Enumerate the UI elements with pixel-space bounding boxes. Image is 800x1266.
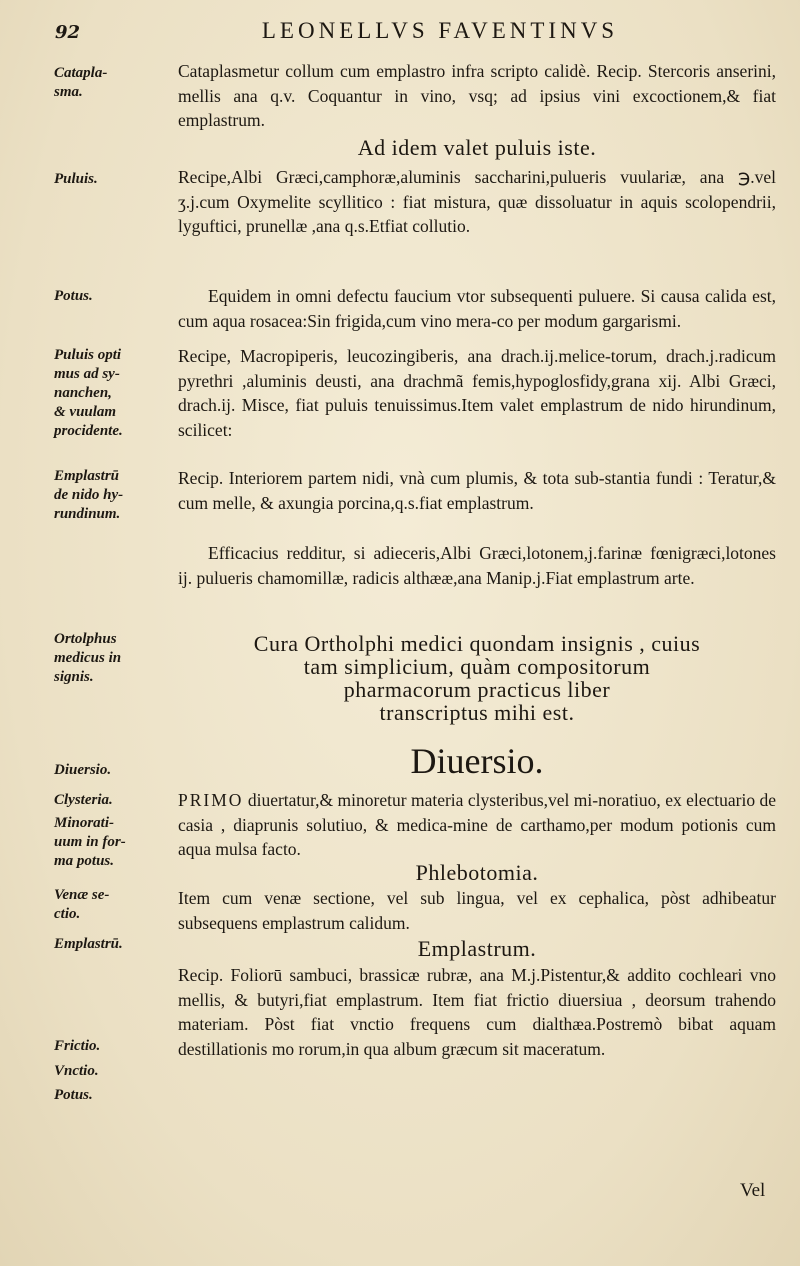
heading-phlebotomia: Phlebotomia.: [415, 860, 539, 885]
paragraph-puluis: Recipe,Albi Græci,camphoræ,aluminis saccharini,pulueris vuulariæ, ana ℈.vel ʒ.j.cum Oxymelite scyllitico : fiat mistura, quæ dissoluatur in aquis scolopendrii, lyguftici, prunellæ ,ana q.s.Etfiat collutio.: [178, 167, 776, 236]
paragraph-emplastrum: Recip. Foliorū sambuci, brassicæ rubræ, ana M.j.Pistentur,& addito cochleari vno mellis, & butyri,fiat emplastrum. Item fiat frictio diuersiua , deorsum trahendo materiam. Pòst fiat vnctio frequens cum dialthæa.Postremò bibat aquam destillationis mo rorum,in qua album græcum sit maceratum.: [178, 965, 776, 1059]
page-number: 92: [55, 22, 81, 43]
cura-line-2: tam simplicium, quàm compositorum: [303, 654, 651, 679]
margin-note-minoratiuum: Minorati- uum in for- ma potus.: [54, 815, 126, 869]
heading-cura-ortholphi: [178, 632, 776, 724]
margin-note-cataplasma: Catapla- sma.: [54, 65, 108, 100]
page-header: [0, 18, 800, 48]
margin-note-potus: Potus.: [54, 288, 93, 304]
primo-text: diuertatur,& minoretur materia clysteribus,vel mi-noratiuo, ex electuario de casia , diaprunis solutiuo, & medica-mine de carthamo,per modum potionis cum aqua mulsa facto.: [178, 790, 777, 859]
paragraph-potus: Equidem in omni defectu faucium vtor subsequenti puluere. Si causa calida est, cum aqua rosacea:Sin frigida,cum vino mera-co per modum gargarismi.: [178, 286, 776, 331]
paragraph-emplastrum-nido: Recip. Interiorem partem nidi, vnà cum plumis, & tota sub-stantia fundi : Teratur,& cum melle, & axungia porcina,q.s.fiat emplastrum.: [178, 468, 776, 513]
margin-note-potus-2: Potus.: [54, 1087, 93, 1103]
margin-note-clysteria: Clysteria.: [54, 792, 113, 808]
margin-note-frictio: Frictio.: [54, 1038, 101, 1054]
margin-note-ortolphus: Ortolphus medicus in signis.: [54, 631, 122, 685]
margin-note-emplastrum: Emplastrū.: [54, 936, 123, 952]
cura-line-4: transcriptus mihi est.: [379, 700, 575, 725]
margin-note-diuersio: Diuersio.: [54, 762, 112, 778]
paragraph-primo: [178, 788, 776, 862]
cura-line-3: pharmacorum practicus liber: [343, 677, 611, 702]
cura-line-1: Cura Ortholphi medici quondam insignis , cuius: [253, 631, 701, 656]
margin-note-puluis-optimus: Puluis opti mus ad sy- nanchen, & vuulam procidente.: [54, 347, 123, 439]
paragraph-venae-sectio: Item cum venæ sectione, vel sub lingua, vel ex cephalica, pòst adhibeatur subsequens emplastrum calidum.: [178, 888, 776, 933]
margin-note-puluis: Puluis.: [54, 171, 98, 187]
running-head: LEONELLVS FAVENTINVS: [261, 18, 619, 43]
heading-emplastrum: Emplastrum.: [417, 936, 537, 961]
paragraph-efficacius: Efficacius redditur, si adieceris,Albi Græci,lotonem,j.farinæ fœnigræci,lotones ij. pulueris chamomillæ, radicis althææ,ana Manip.j.Fiat emplastrum arte.: [178, 543, 776, 588]
margin-note-emplastrum-nido: Emplastrū de nido hy- rundinum.: [54, 468, 124, 522]
margin-note-vnctio: Vnctio.: [54, 1063, 99, 1079]
margin-note-venae-sectio: Venæ se- ctio.: [54, 887, 110, 922]
catchword: Vel: [740, 1180, 766, 1201]
heading-diuersio: Diuersio.: [410, 741, 544, 781]
paragraph-puluis-optimus: Recipe, Macropiperis, leucozingiberis, ana drach.ij.melice-torum, drach.j.radicum pyrethri ,aluminis deusti, ana drachmã femis,hypoglosfidy,grana xij. Albi Græci, drach.ij. Misce, fiat puluis tenuissimus.Item valet emplastrum de nido hirundinum, scilicet:: [178, 346, 776, 440]
primo-word: PRIMO: [178, 790, 244, 810]
heading-ad-idem: Ad idem valet puluis iste.: [357, 135, 597, 160]
paragraph-cataplasma: Cataplasmetur collum cum emplastro infra scripto calidè. Recip. Stercoris anserini, mellis ana q.v. Coquantur in vino, vsq; ad ipsius vini excoctionem,& fiat emplastrum.: [178, 61, 776, 130]
